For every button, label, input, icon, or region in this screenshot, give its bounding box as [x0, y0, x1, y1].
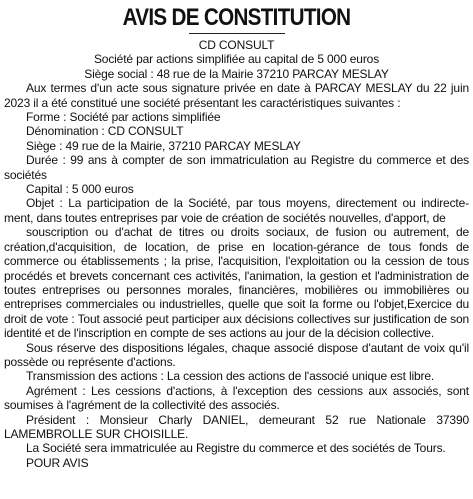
notice-title: AVIS DE CONSTITUTION: [122, 4, 351, 31]
paragraph-transmission: Transmission des actions : La cession des actions de l'associé unique est libre.: [26, 369, 435, 384]
company-form-capital: Société par actions simplifiée au capital de 5 000 euros: [93, 52, 380, 67]
line-capital: Capital : 5 000 euros: [26, 182, 134, 197]
line-denomination: Dénomination : CD CONSULT: [26, 124, 184, 139]
signature: POUR AVIS: [26, 455, 89, 470]
paragraph-registre: La Société sera immatriculée au Registre du commerce et des sociétés de Tours.: [26, 441, 446, 456]
paragraph-vote: Sous réserve des dispositions légales, chaque associé dispose d'autant de voix qu'il possède ou représente d'actions.: [4, 340, 469, 369]
paragraph-agrement: Agrément : Les cessions d'actions, à l'exception des cessions aux associés, sont soumises à l'agrément de la collectivité des associés.: [4, 383, 469, 413]
paragraph-intro: Aux termes d'un acte sous signature privée en date à PARCAY MESLAY du 22 juin 2023 il a été constitué une société présentant les caractéristiques suivantes :: [4, 81, 469, 110]
title-divider: [189, 33, 285, 34]
paragraph-objet-2: souscription ou d'achat de titres ou droits sociaux, de fusion ou autrement, de création,d'acquisition, de location, de prise en location-gérance de tous fonds de commerce ou établissements ; la prise, l'acquisition, l'exploitation ou la cession de tous procédés et brevets concernant ces activités, l'animation, la gestion et l'administration de toutes entreprises ou personnes morales, financières, mobilières ou immobilières ou entreprises commerciales ou industrielles, quelle que soit la forme ou l'objet,Exercice du droit de vote : Tout associé peut participer aux décisions collectives sur justification de son identité et de l'inscription en compte de ses actions au jour de la décision collective.: [4, 225, 469, 341]
company-name: CD CONSULT: [198, 38, 275, 52]
company-seat: Siège social : 48 rue de la Mairie 37210 PARCAY MESLAY: [84, 66, 389, 81]
paragraph-objet-1: Objet : La participation de la Société, par tous moyens, directement ou indirecte-ment, dans toutes entreprises par voie de création de sociétés nouvelles, d'apport, de: [4, 196, 469, 225]
line-siege: Siège : 49 rue de la Mairie, 37210 PARCAY MESLAY: [26, 138, 301, 153]
paragraph-president: Président : Monsieur Charly DANIEL, demeurant 52 rue Nationale 37390 LAMEMBROLLE SUR CHOISILLE.: [4, 412, 469, 441]
line-forme: Forme : Société par actions simplifiée: [26, 110, 221, 125]
paragraph-duree: Durée : 99 ans à compter de son immatriculation au Registre du commerce et des sociétés: [4, 153, 469, 182]
